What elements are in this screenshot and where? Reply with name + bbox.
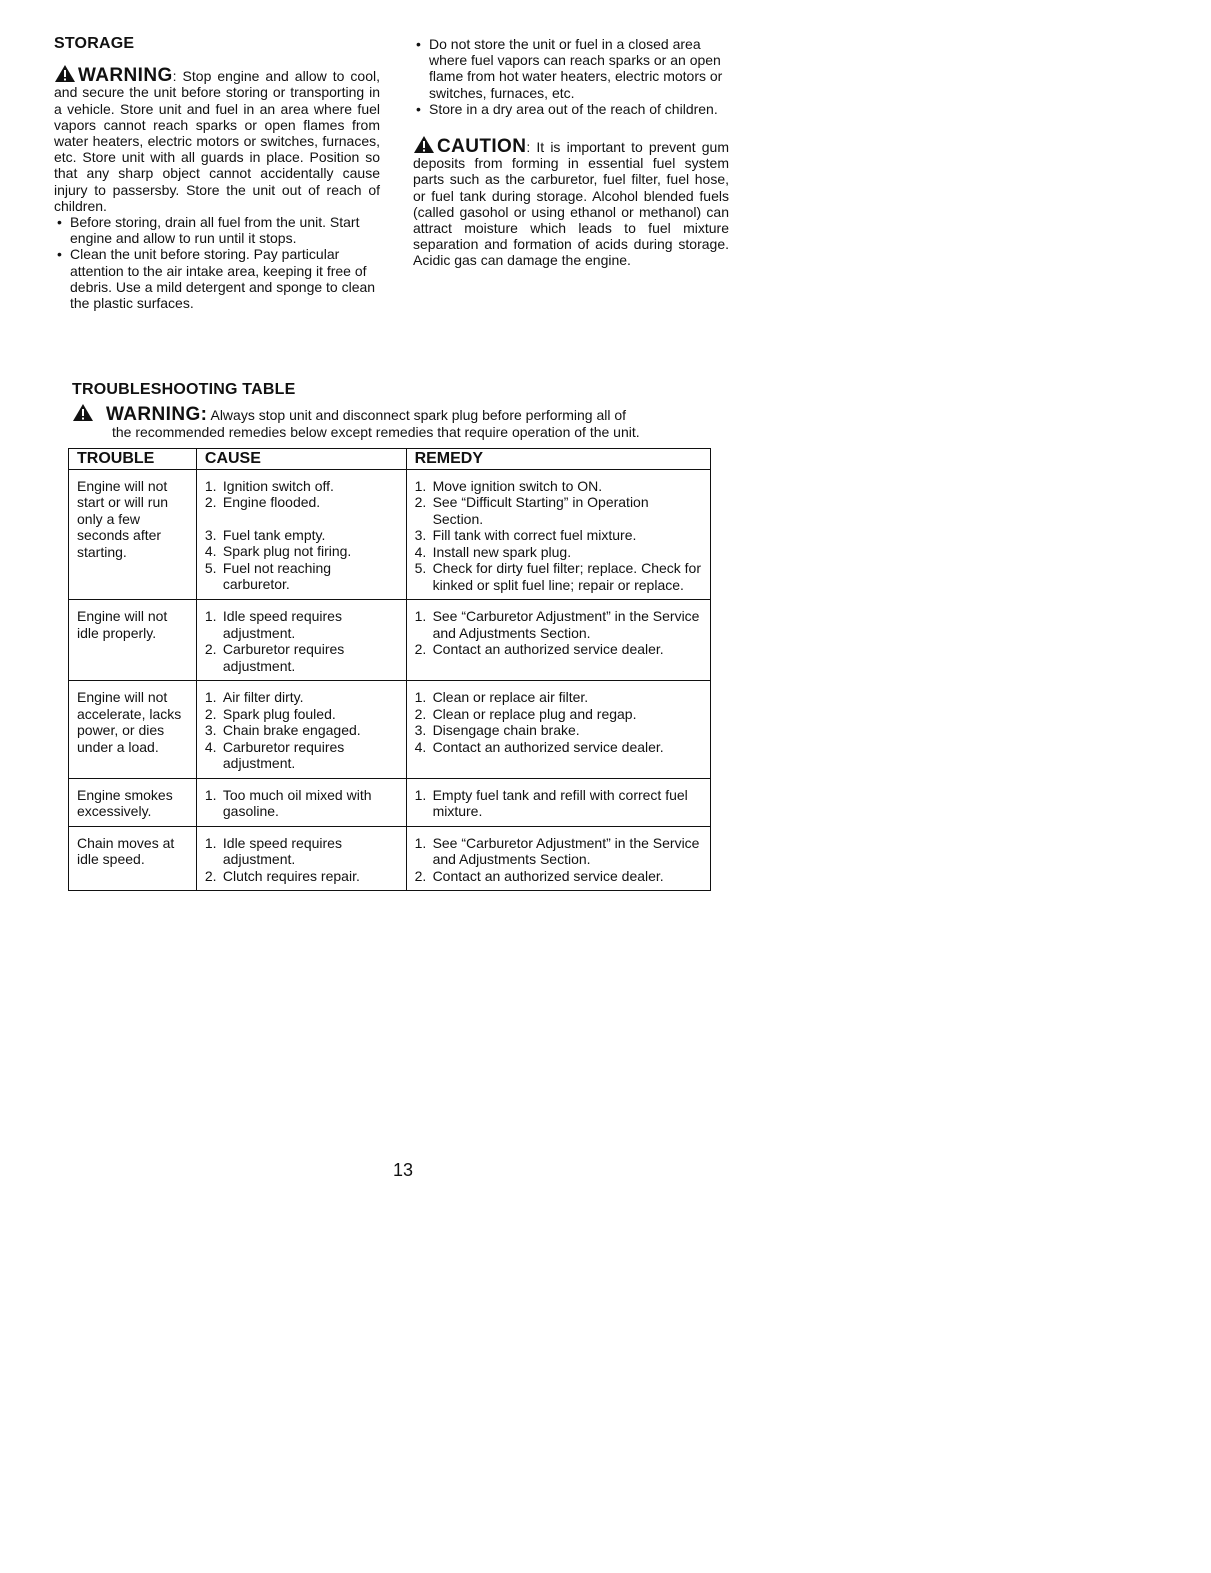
list-item: 3. Fill tank with correct fuel mixture. — [414, 527, 637, 543]
storage-caution-label: CAUTION — [437, 136, 527, 158]
list-item: 1. Empty fuel tank and refill with correct fuel mixture. — [414, 786, 688, 819]
list-item: 3. Fuel tank empty. — [204, 526, 326, 543]
remedy-cell — [406, 469, 710, 600]
storage-caution-paragraph — [413, 135, 729, 269]
list-item: 2. Contact an authorized service dealer. — [414, 641, 664, 657]
list-item: • Before storing, drain all fuel from the unit. Start engine and allow to run until it stops. — [54, 214, 380, 246]
page-number: 13 — [393, 1160, 414, 1180]
trouble-cell: Engine will not start or will run only a few seconds after starting. — [69, 469, 197, 600]
storage-warning-label: WARNING — [78, 65, 173, 87]
cause-cell — [196, 681, 406, 779]
list-item: • Store in a dry area out of the reach of children. — [413, 101, 729, 117]
storage-warning-paragraph — [54, 64, 380, 214]
header-cause: CAUSE — [196, 449, 406, 470]
table-row — [69, 778, 711, 826]
list-item: 1. Too much oil mixed with gasoline. — [204, 786, 372, 819]
table-row — [69, 681, 711, 779]
cause-cell — [196, 469, 406, 600]
list-item: 5. Check for dirty fuel filter; replace. Check for kinked or split fuel line; repair or replace. — [414, 560, 701, 593]
list-item: 4. Spark plug not firing. — [204, 543, 352, 559]
list-item: 2. See “Difficult Starting” in Operation Section. — [414, 494, 649, 527]
storage-bullets-left — [54, 214, 380, 311]
header-trouble: TROUBLE — [69, 449, 197, 470]
list-item: 2. Clutch requires repair. — [204, 867, 360, 884]
troubleshooting-table — [68, 448, 711, 891]
caution-triangle-icon — [413, 135, 435, 154]
table-row — [69, 469, 711, 600]
list-item: 1. See “Carburetor Adjustment” in the Service and Adjustments Section. — [414, 608, 700, 641]
storage-right-column — [413, 36, 729, 269]
trouble-cell: Engine will not accelerate, lacks power, or dies under a load. — [69, 681, 197, 779]
list-item: 1. Idle speed requires adjustment. — [204, 834, 342, 867]
list-item: 2. Clean or replace plug and regap. — [414, 705, 637, 722]
storage-warning-text: : Stop engine and allow to cool, and secure the unit before storing or transporting in a vehicle. Store unit and fuel in an area where fuel vapors cannot reach sparks or open flames from water heaters, electric motors or switches, furnaces, etc. Store unit with all guards in place. Position so that any sharp object cannot accidentally cause injury to passersby. Store the unit out of reach of children. — [54, 68, 380, 214]
trouble-cell: Engine will not idle properly. — [69, 600, 197, 681]
remedy-cell — [406, 826, 710, 891]
troubleshooting-title: TROUBLESHOOTING TABLE — [72, 381, 296, 398]
list-item: 4. Contact an authorized service dealer. — [414, 738, 664, 755]
storage-bullets-right — [413, 36, 729, 117]
list-item: 5. Fuel not reaching carburetor. — [204, 559, 332, 592]
storage-left-column — [54, 36, 380, 311]
remedy-cell — [406, 778, 710, 826]
cause-cell — [196, 778, 406, 826]
cause-cell — [196, 600, 406, 681]
remedy-cell — [406, 600, 710, 681]
list-item: 1. Clean or replace air filter. — [414, 689, 589, 705]
list-item: 1. Air filter dirty. — [204, 689, 304, 705]
table-row — [69, 826, 711, 891]
trouble-cell: Chain moves at idle speed. — [69, 826, 197, 891]
warning-triangle-icon — [54, 64, 76, 83]
troubleshooting-warning-line1: Always stop unit and disconnect spark plug before performing all of — [210, 407, 627, 423]
troubleshooting-warning-label: WARNING: — [106, 404, 208, 425]
cause-cell — [196, 826, 406, 891]
list-item: 1. Move ignition switch to ON. — [414, 477, 603, 494]
list-item: 1. Ignition switch off. — [204, 477, 334, 494]
trouble-cell: Engine smokes excessively. — [69, 778, 197, 826]
table-header-row — [69, 449, 711, 470]
remedy-cell — [406, 681, 710, 779]
table-row — [69, 600, 711, 681]
storage-title: STORAGE — [54, 35, 135, 52]
list-item: 3. Chain brake engaged. — [204, 722, 361, 738]
list-item: 2. Carburetor requires adjustment. — [204, 641, 345, 674]
list-item: 2. Spark plug fouled. — [204, 705, 336, 722]
list-item: 4. Install new spark plug. — [414, 543, 572, 560]
list-item: • Do not store the unit or fuel in a closed area where fuel vapors can reach sparks or an open flame from hot water heaters, electric motors or switches, furnaces, etc. — [413, 36, 729, 101]
list-item: 2. Engine flooded. — [204, 494, 321, 510]
list-item: 1. See “Carburetor Adjustment” in the Service and Adjustments Section. — [414, 834, 700, 867]
header-remedy: REMEDY — [406, 449, 710, 470]
troubleshooting-warning — [72, 403, 722, 441]
list-item: • Clean the unit before storing. Pay particular attention to the air intake area, keeping it free of debris. Use a mild detergent and sponge to clean the plastic surfaces. — [54, 246, 380, 311]
list-item: 4. Carburetor requires adjustment. — [204, 738, 345, 771]
warning-triangle-icon — [72, 403, 94, 422]
list-item: 2. Contact an authorized service dealer. — [414, 867, 664, 884]
list-item: 3. Disengage chain brake. — [414, 722, 580, 738]
storage-caution-text: : It is important to prevent gum deposits from forming in essential fuel system parts such as the carburetor, fuel filter, fuel hose, or fuel tank during storage. Alcohol blended fuels (called gasohol or using ethanol or methanol) can attract moisture which leads to fuel mixture separation and formation of acids during storage. Acidic gas can damage the engine. — [413, 139, 729, 269]
list-item: 1. Idle speed requires adjustment. — [204, 608, 342, 641]
troubleshooting-warning-line2: the recommended remedies below except remedies that require operation of the unit. — [112, 424, 640, 440]
